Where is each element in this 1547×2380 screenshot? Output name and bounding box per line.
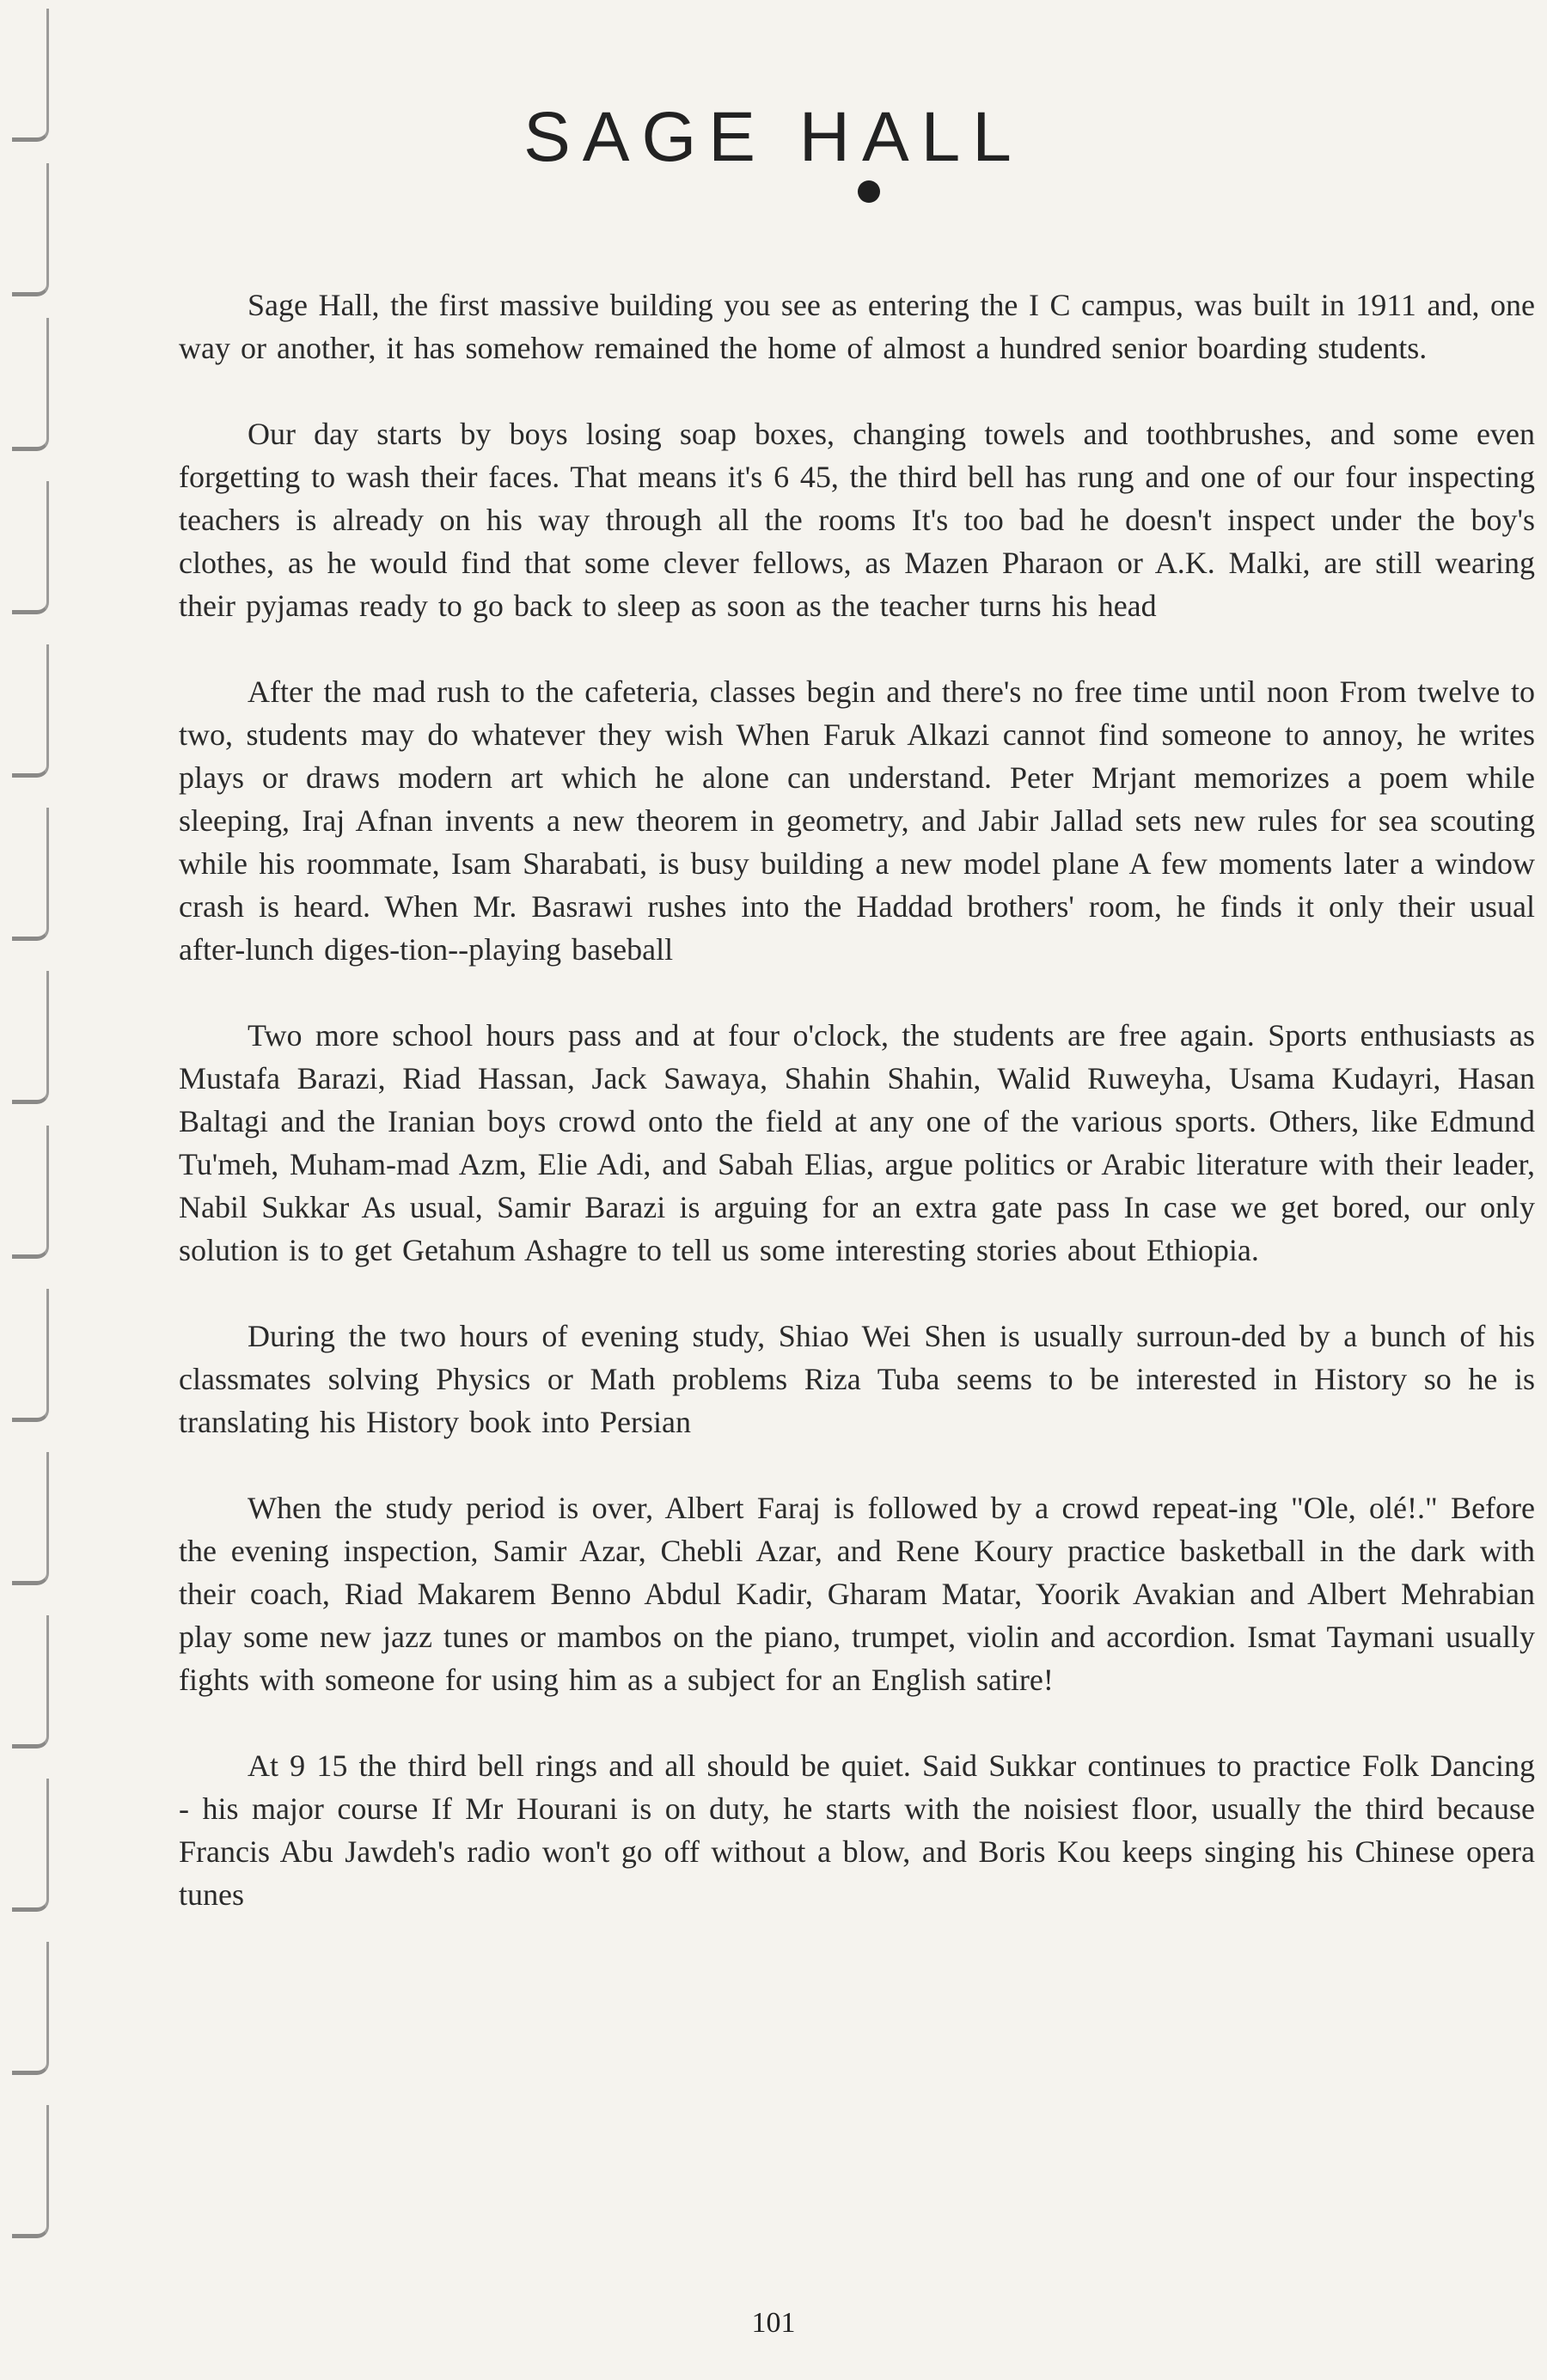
binding-ring (12, 1779, 49, 1912)
paragraph-evening-study: During the two hours of evening study, Shiao Wei Shen is usually surroun-ded by a bunch of his classmates solving Physics or Math problems Riza Tuba seems to be interested in History so he is translating his History book into Persian (179, 1319, 1535, 1439)
bullet-ornament (858, 180, 880, 203)
binding-ring (12, 481, 49, 614)
article-body (179, 284, 1535, 1959)
binding-ring (12, 1126, 49, 1259)
binding-ring (12, 1615, 49, 1748)
binding-ring (12, 971, 49, 1104)
paragraph-morning: Our day starts by boys losing soap boxes, changing towels and toothbrushes, and some even forgetting to wash their faces. That means it's 6 45, the third bell has rung and one of our four inspecting teachers is already on his way through all the rooms It's too bad he doesn't inspect under the boy's clothes, as he would find that some clever fellows, as Mazen Pharaon or A.K. Malki, are still wearing their pyjamas ready to go back to sleep as soon as the teacher turns his head (179, 417, 1535, 623)
paragraph-night: At 9 15 the third bell rings and all should be quiet. Said Sukkar continues to practice Folk Dancing - his major course If Mr Hourani is on duty, he starts with the noisiest floor, usually the third because Francis Abu Jawdeh's radio won't go off without a blow, and Boris Kou keeps singing his Chinese opera tunes (179, 1748, 1535, 1912)
binding-ring (12, 644, 49, 778)
page-title: SAGE HALL (523, 97, 1024, 176)
binding-ring (12, 318, 49, 451)
spiral-binding (0, 0, 60, 2380)
binding-ring (12, 163, 49, 296)
binding-ring (12, 1289, 49, 1422)
paragraph-after-study: When the study period is over, Albert Faraj is followed by a crowd repeat-ing "Ole, olé!." Before the evening inspection, Samir Azar, Chebli Azar, and Rene Koury practice basketball in the dark with their coach, Riad Makarem Benno Abdul Kadir, Gharam Matar, Yoorik Avakian and Albert Mehrabian play some new jazz tunes or mambos on the piano, trumpet, violin and accordion. Ismat Taymani usually fights with someone for using him as a subject for an English satire! (179, 1491, 1535, 1697)
page-number: 101 (751, 2307, 796, 2339)
binding-ring (12, 808, 49, 941)
binding-ring (12, 1942, 49, 2075)
binding-ring (12, 1452, 49, 1585)
paragraph-intro: Sage Hall, the first massive building you see as entering the I C campus, was built in 1911 and, one way or another, it has somehow remained the home of almost a hundred senior boarding students. (179, 288, 1535, 365)
binding-ring (12, 2105, 49, 2238)
paragraph-noon: After the mad rush to the cafeteria, classes begin and there's no free time until noon From twelve to two, students may do whatever they wish When Faruk Alkazi cannot find someone to annoy, he writes plays or draws modern art which he alone can understand. Peter Mrjant memorizes a poem while sleeping, Iraj Afnan invents a new theorem in geometry, and Jabir Jallad sets new rules for sea scouting while his roommate, Isam Sharabati, is busy building a new model plane A few moments later a window crash is heard. When Mr. Basrawi rushes into the Haddad brothers' room, he finds it only their usual after-lunch diges-tion--playing baseball (179, 674, 1535, 967)
paragraph-afternoon: Two more school hours pass and at four o'clock, the students are free again. Sports enthusiasts as Mustafa Barazi, Riad Hassan, Jack Sawaya, Shahin Shahin, Walid Ruweyha, Usama Kudayri, Hasan Baltagi and the Iranian boys crowd onto the field at any one of the various sports. Others, like Edmund Tu'meh, Muham-mad Azm, Elie Adi, and Sabah Elias, argue politics or Arabic literature with their leader, Nabil Sukkar As usual, Samir Barazi is arguing for an extra gate pass In case we get bored, our only solution is to get Getahum Ashagre to tell us some interesting stories about Ethiopia. (179, 1018, 1535, 1267)
